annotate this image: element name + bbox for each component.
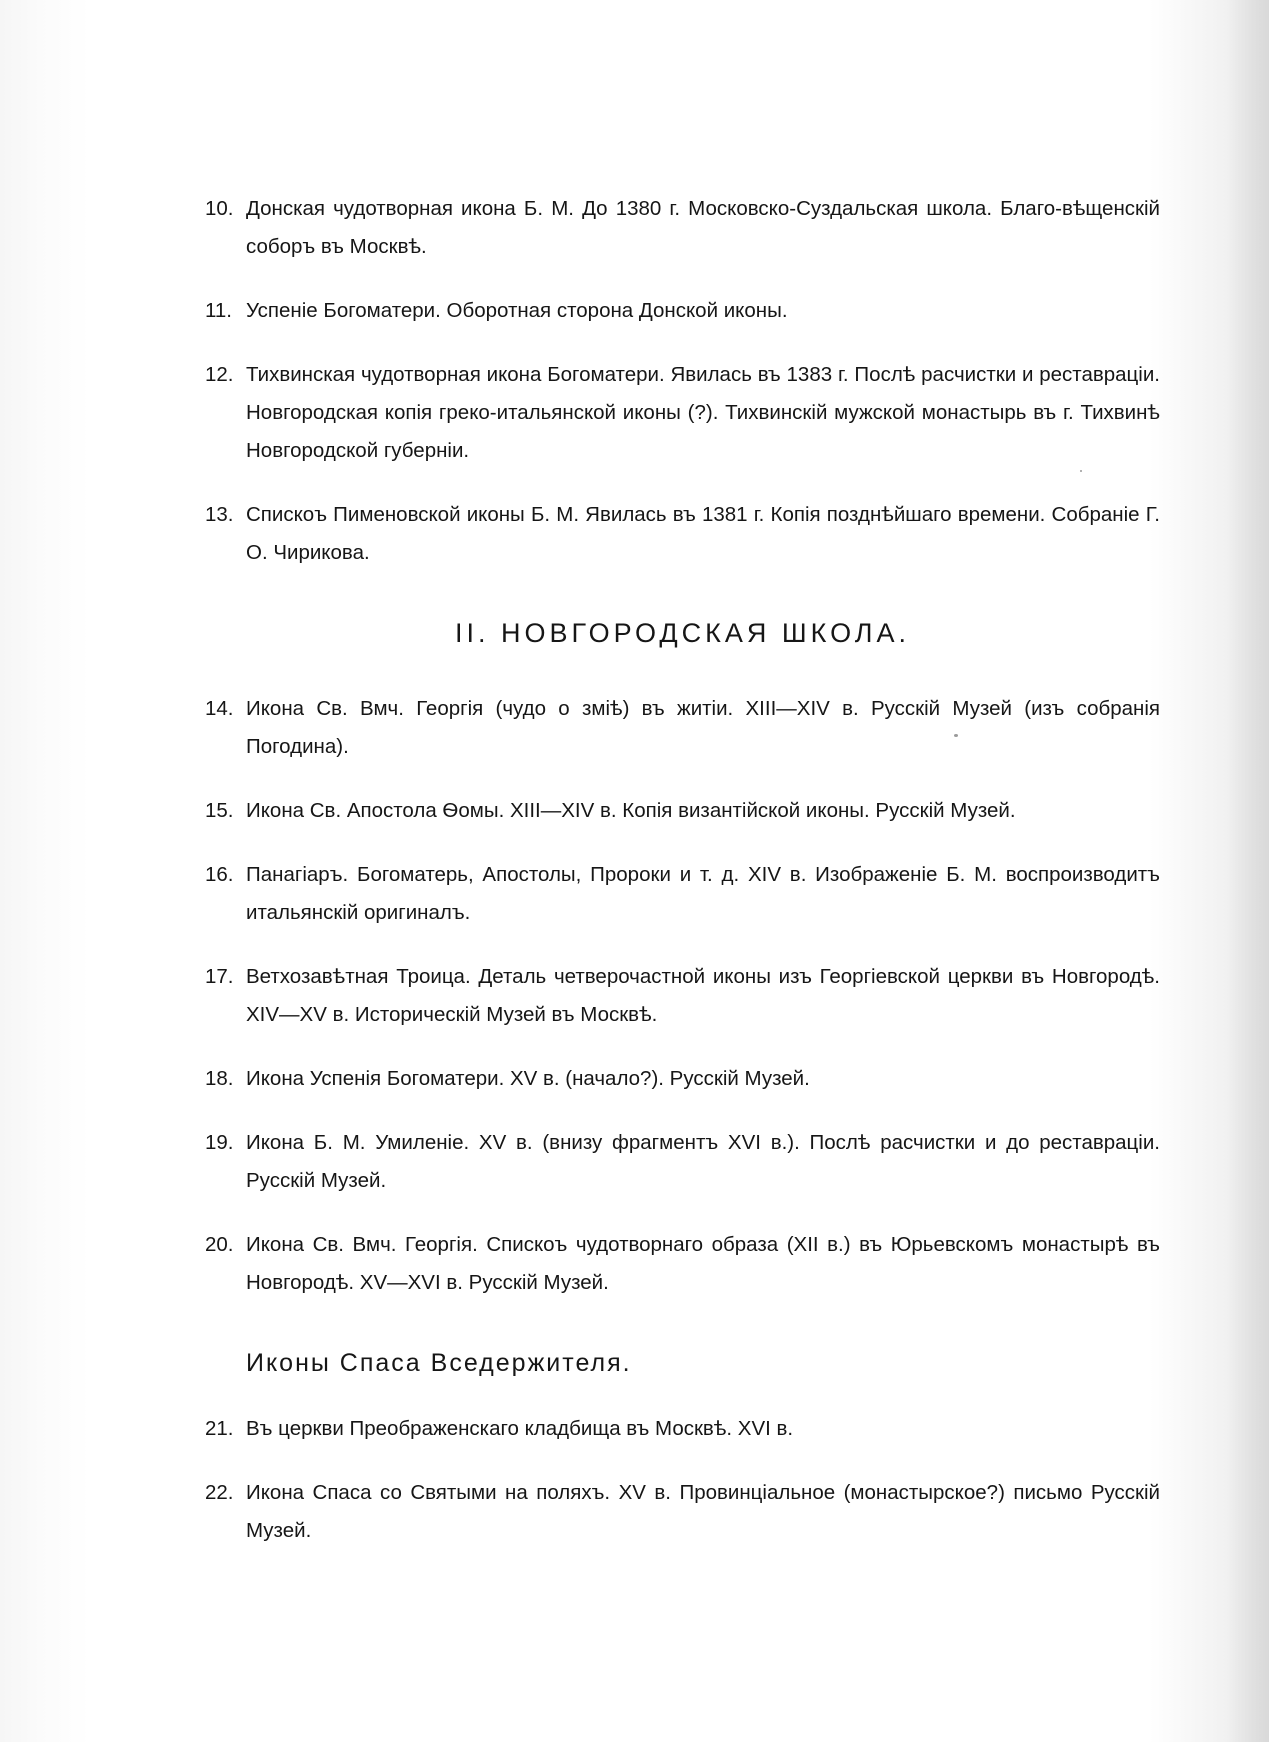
entry-number: 20.	[205, 1233, 234, 1256]
entry-number: 19.	[205, 1131, 234, 1154]
list-item	[205, 190, 1160, 266]
entry-text: Икона Успенія Богоматери. XV в. (начало?). Русскій Музей.	[246, 1067, 810, 1090]
entry-number: 15.	[205, 799, 234, 822]
entry-text: Ветхозавѣтная Троица. Деталь четверочастной иконы изъ Георгіевской церкви въ Новгородѣ. XIV—XV в. Историческій Музей въ Москвѣ.	[246, 965, 1160, 1026]
list-item	[205, 292, 1160, 330]
subsection-heading: Иконы Спаса Вседержителя.	[246, 1349, 632, 1377]
list-item	[205, 1410, 1160, 1448]
entry-number: 17.	[205, 965, 234, 988]
entry-text: Икона Св. Вмч. Георгія. Спискоъ чудотворнаго образа (XII в.) въ Юрьевскомъ монастырѣ въ Новгородѣ. XV—XVI в. Русскій Музей.	[246, 1233, 1160, 1294]
entry-number: 16.	[205, 863, 234, 886]
entry-text: Икона Спаса со Святыми на поляхъ. XV в. Провинціальное (монастырское?) письмо Русскій Музей.	[246, 1481, 1160, 1542]
entry-text: Донская чудотворная икона Б. М. До 1380 г. Московско-Суздальская школа. Благо-вѣщенскій соборъ въ Москвѣ.	[246, 197, 1160, 258]
entry-number: 18.	[205, 1067, 234, 1090]
list-item	[205, 496, 1160, 572]
entry-number: 21.	[205, 1417, 234, 1440]
entry-number: 10.	[205, 197, 234, 220]
page-edge-shadow	[1227, 0, 1269, 1742]
entry-number: 22.	[205, 1481, 234, 1504]
list-item	[205, 958, 1160, 1034]
entry-number: 14.	[205, 697, 234, 720]
entry-text: Тихвинская чудотворная икона Богоматери. Явилась въ 1383 г. Послѣ расчистки и реставраціи. Новгородская копія греко-итальянской иконы (?). Тихвинскій мужской монастырь въ г. Тихвинѣ Новгородской губерніи.	[246, 363, 1160, 462]
entry-text: Икона Б. М. Умиленіе. XV в. (внизу фрагментъ XVI в.). Послѣ расчистки и до реставраціи. Русскій Музей.	[246, 1131, 1160, 1192]
entry-text: Спискоъ Пименовской иконы Б. М. Явилась въ 1381 г. Копія позднѣйшаго времени. Собраніе Г. О. Чирикова.	[246, 503, 1160, 564]
list-item	[205, 690, 1160, 766]
entry-text: Икона Св. Вмч. Георгія (чудо о змiѣ) въ житiи. XIII—XIV в. Русскій Музей (изъ собранія Погодина).	[246, 697, 1160, 758]
section-heading: II. НОВГОРОДСКАЯ ШКОЛА.	[454, 618, 911, 648]
entry-text: Успеніе Богоматери. Оборотная сторона Донской иконы.	[246, 299, 788, 322]
entry-text: Панагiаръ. Богоматерь, Апостолы, Пророки и т. д. XIV в. Изображеніе Б. М. воспроизводитъ итальянскій оригиналъ.	[246, 863, 1160, 924]
entry-text: Въ церкви Преображенскаго кладбища въ Москвѣ. XVI в.	[246, 1417, 794, 1440]
list-item	[205, 356, 1160, 470]
entry-number: 12.	[205, 363, 234, 386]
entry-number: 11.	[205, 299, 232, 322]
entry-number: 13.	[205, 503, 234, 526]
list-item	[205, 856, 1160, 932]
list-item	[205, 1124, 1160, 1200]
document-content	[205, 190, 1160, 1576]
entry-text: Икона Св. Апостола Ѳомы. XIII—XIV в. Копія византійской иконы. Русскій Музей.	[246, 799, 1016, 822]
list-item	[205, 1060, 1160, 1098]
list-item	[205, 1474, 1160, 1550]
list-item	[205, 1226, 1160, 1302]
list-item	[205, 792, 1160, 830]
